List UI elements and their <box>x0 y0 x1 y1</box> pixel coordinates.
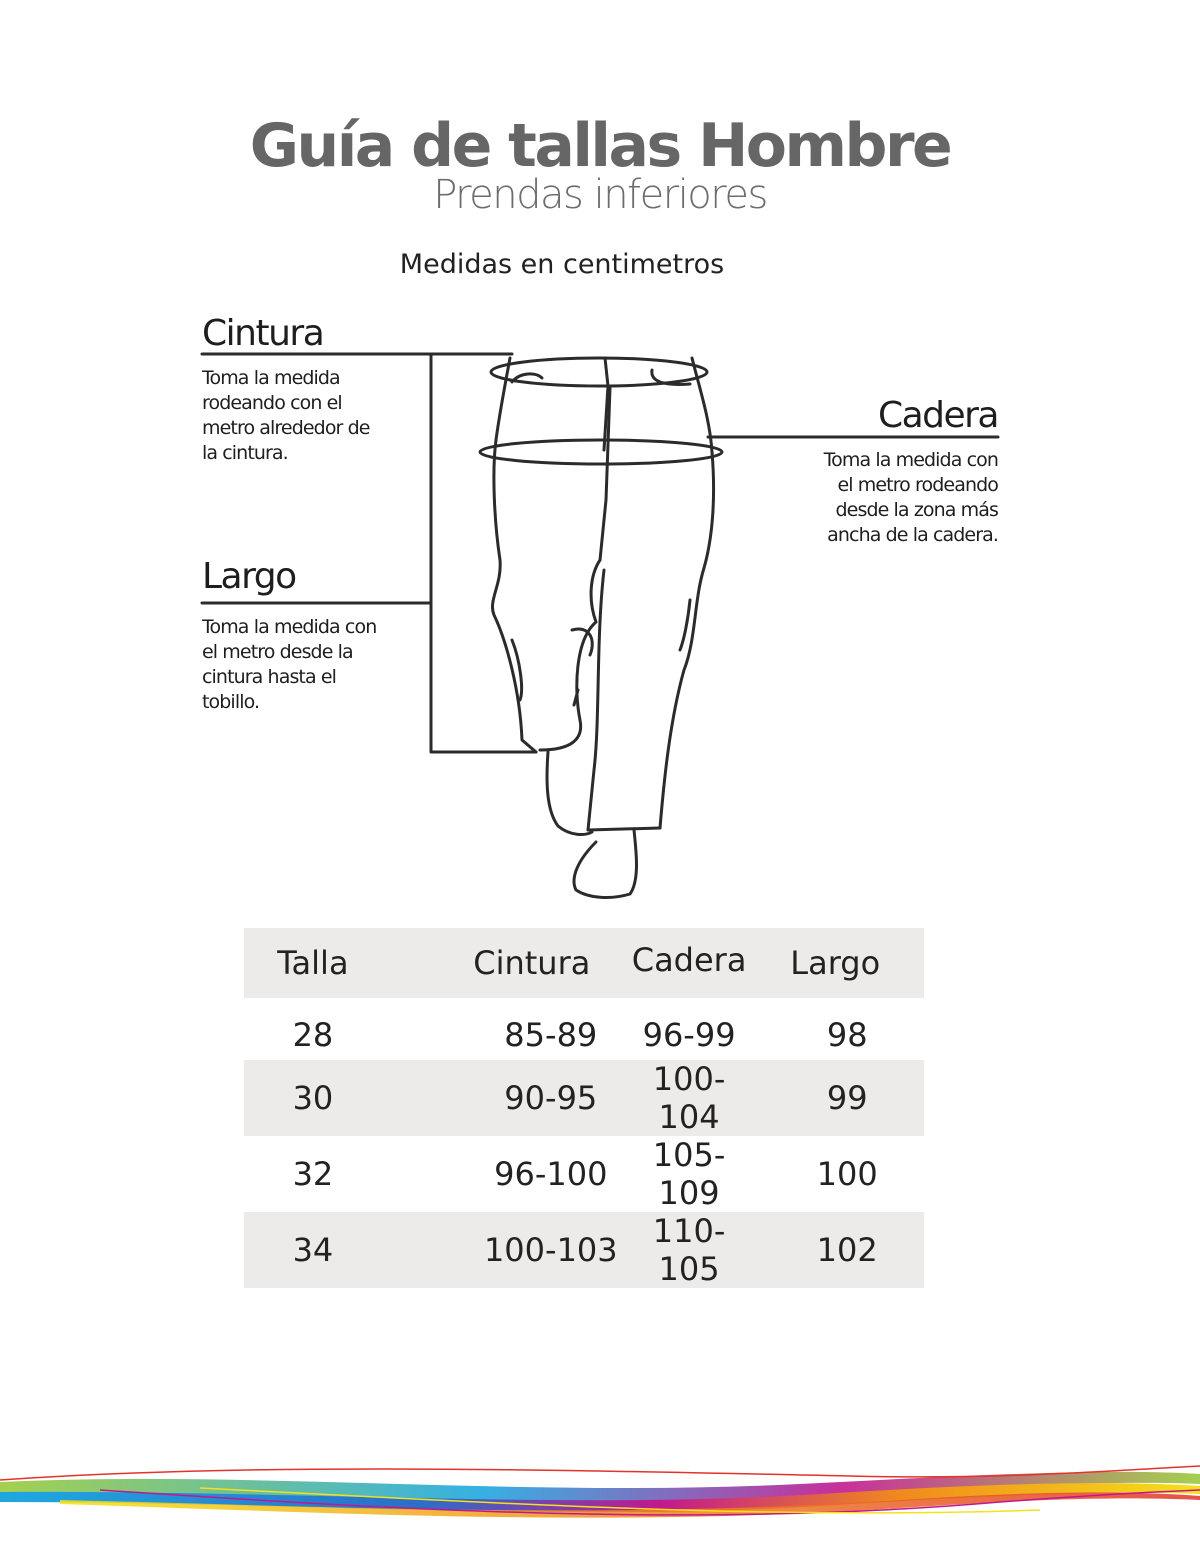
table-row <box>244 1212 924 1288</box>
cell-largo: 98 <box>826 1016 868 1054</box>
cell-largo: 102 <box>816 1231 878 1269</box>
cell-cintura: 96-100 <box>494 1155 608 1193</box>
cell-largo: 99 <box>826 1079 868 1117</box>
header-largo: Largo <box>790 944 881 982</box>
waist-heading: Cintura <box>202 313 324 354</box>
page-title: Guía de tallas Hombre <box>249 111 951 181</box>
cell-cadera: 100-104 <box>652 1060 726 1136</box>
table-header-row <box>244 928 924 998</box>
table-row <box>244 1136 924 1212</box>
cell-cintura: 90-95 <box>504 1079 598 1117</box>
waist-description: Toma la medida rodeando con el metro alrededor de la cintura. <box>202 367 370 464</box>
cell-cadera: 105-109 <box>652 1136 726 1212</box>
cell-talla: 32 <box>292 1155 334 1193</box>
cell-talla: 28 <box>292 1016 334 1054</box>
hip-tape <box>480 440 722 464</box>
hip-description: Toma la medida con el metro rodeando desde la zona más ancha de la cadera. <box>823 449 998 546</box>
header-cintura: Cintura <box>473 944 591 982</box>
hip-heading: Cadera <box>877 395 998 436</box>
cell-cadera: 110-105 <box>652 1212 726 1288</box>
size-table <box>244 928 924 1288</box>
length-heading: Largo <box>202 556 296 597</box>
cell-talla: 34 <box>292 1231 334 1269</box>
cell-largo: 100 <box>816 1155 878 1193</box>
cell-talla: 30 <box>292 1079 334 1117</box>
cell-cadera: 96-99 <box>642 1016 736 1054</box>
decorative-waves <box>0 1440 1200 1553</box>
header-cadera: Cadera <box>631 941 747 979</box>
header-talla: Talla <box>277 944 349 982</box>
page-subtitle: Prendas inferiores <box>433 172 767 218</box>
table-row <box>244 1060 924 1136</box>
cell-cintura: 85-89 <box>504 1016 598 1054</box>
table-row <box>244 998 924 1060</box>
cell-cintura: 100-103 <box>483 1231 618 1269</box>
waist-tape <box>491 358 707 386</box>
units-note: Medidas en centimetros <box>399 249 725 280</box>
length-description: Toma la medida con el metro desde la cintura hasta el tobillo. <box>202 616 377 713</box>
